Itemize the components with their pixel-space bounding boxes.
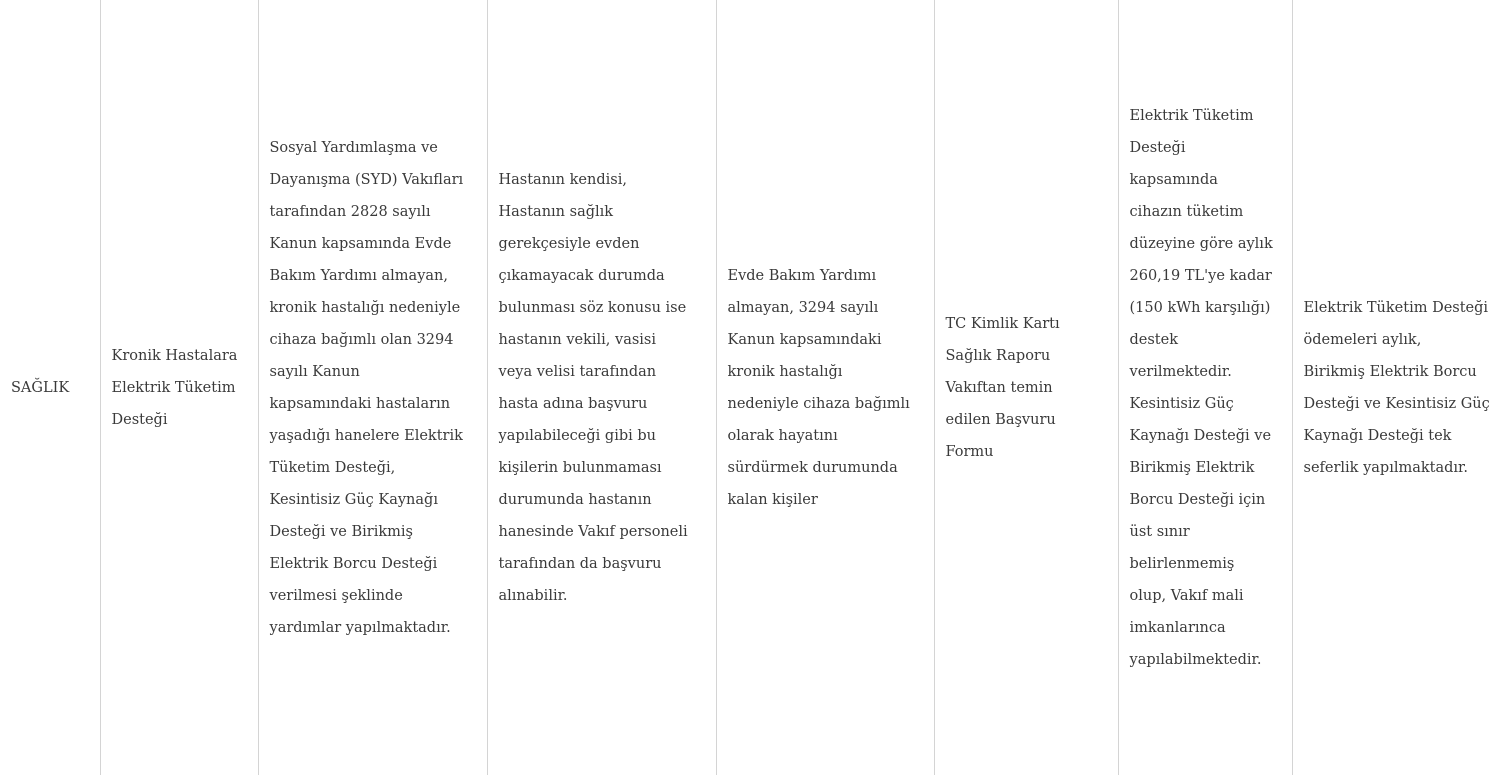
cell-text-line: kişilerin bulunmaması xyxy=(498,459,662,476)
cell-text-line: verilmesi şeklinde xyxy=(269,587,403,604)
cell-text-line: Desteği ve Birikmiş xyxy=(269,523,413,540)
cell-text-line: Hastanın sağlık xyxy=(498,203,614,220)
cell-text-line: Birikmiş Elektrik xyxy=(1129,459,1255,476)
cell-text-line: destek xyxy=(1129,331,1178,348)
payment-frequency-cell xyxy=(1292,0,1500,775)
cell-text-line: Kaynağı Desteği ve xyxy=(1129,427,1272,444)
cell-text-line: hanesinde Vakıf personeli xyxy=(498,523,688,540)
cell-text-line: Elektrik Tüketim xyxy=(111,379,236,396)
cell-text-line: Kesintisiz Güç Kaynağı xyxy=(269,491,438,508)
cell-text-line: kronik hastalığı nedeniyle xyxy=(269,299,461,316)
cell-text-line: Kronik Hastalara xyxy=(111,347,238,364)
cell-text-line: Bakım Yardımı almayan, xyxy=(269,267,448,284)
cell-text-line: olarak hayatını xyxy=(727,427,838,444)
cell-text-line: cihaza bağımlı olan 3294 xyxy=(269,331,454,348)
required-documents-cell xyxy=(934,0,1118,775)
cell-text-line: Desteği xyxy=(1129,139,1186,156)
cell-text-line: Dayanışma (SYD) Vakıfları xyxy=(269,171,464,188)
cell-text-line: düzeyine göre aylık xyxy=(1129,235,1273,252)
cell-text-line: Kesintisiz Güç xyxy=(1129,395,1234,412)
cell-text-line: Sağlık Raporu xyxy=(945,347,1051,364)
cell-text-line: tarafından da başvuru xyxy=(498,555,662,572)
cell-text-line: Kanun kapsamındaki xyxy=(727,331,882,348)
cell-text-line: Evde Bakım Yardımı xyxy=(727,267,877,284)
cell-text-line: veya velisi tarafından xyxy=(498,363,657,380)
cell-text-line: Kaynağı Desteği tek xyxy=(1303,427,1452,444)
cell-text-line: 260,19 TL'ye kadar xyxy=(1129,267,1272,284)
support-amount-cell xyxy=(1118,0,1292,775)
cell-text-line: SAĞLIK xyxy=(11,379,70,396)
cell-text-line: üst sınır xyxy=(1129,523,1190,540)
cell-text-line: yardımlar yapılmaktadır. xyxy=(269,619,451,636)
cell-text-line: yapılabilmektedir. xyxy=(1129,651,1262,668)
cell-text-line: hasta adına başvuru xyxy=(498,395,648,412)
cell-text-line: Desteği ve Kesintisiz Güç xyxy=(1303,395,1490,412)
cell-text-line: kronik hastalığı xyxy=(727,363,843,380)
cell-text-line: TC Kimlik Kartı xyxy=(945,315,1060,332)
cell-text-line: tarafından 2828 sayılı xyxy=(269,203,431,220)
program-name-cell xyxy=(100,0,258,775)
category-cell xyxy=(0,0,100,775)
target-group-cell xyxy=(716,0,934,775)
cell-text-line: gerekçesiyle evden xyxy=(498,235,640,252)
cell-text-line: durumunda hastanın xyxy=(498,491,652,508)
cell-text-line: almayan, 3294 sayılı xyxy=(727,299,879,316)
cell-text-line: kapsamındaki hastaların xyxy=(269,395,451,412)
cell-text-line: hastanın vekili, vasisi xyxy=(498,331,657,348)
cell-text-line: çıkamayacak durumda xyxy=(498,267,665,284)
cell-text-line: cihazın tüketim xyxy=(1129,203,1244,220)
cell-text-line: sürdürmek durumunda xyxy=(727,459,898,476)
cell-text-line: edilen Başvuru xyxy=(945,411,1056,428)
cell-text-line: kalan kişiler xyxy=(727,491,818,508)
cell-text-line: Desteği xyxy=(111,411,168,428)
cell-text-line: Borcu Desteği için xyxy=(1129,491,1266,508)
cell-text-line: olup, Vakıf mali xyxy=(1129,587,1244,604)
cell-text-line: belirlenmemiş xyxy=(1129,555,1235,572)
cell-text-line: Vakıftan temin xyxy=(945,379,1053,396)
cell-text-line: Birikmiş Elektrik Borcu xyxy=(1303,363,1477,380)
cell-text-line: verilmektedir. xyxy=(1129,363,1232,380)
cell-text-line: ödemeleri aylık, xyxy=(1303,331,1422,348)
cell-text-line: bulunması söz konusu ise xyxy=(498,299,687,316)
cell-text-line: seferlik yapılmaktadır. xyxy=(1303,459,1468,476)
cell-text-line: yaşadığı hanelere Elektrik xyxy=(269,427,463,444)
program-description-cell xyxy=(258,0,487,775)
cell-text-line: Elektrik Borcu Desteği xyxy=(269,555,438,572)
cell-text-line: Kanun kapsamında Evde xyxy=(269,235,452,252)
applicant-cell xyxy=(487,0,716,775)
cell-text-line: Tüketim Desteği, xyxy=(269,459,396,476)
cell-text-line: Sosyal Yardımlaşma ve xyxy=(269,139,438,156)
cell-text-line: nedeniyle cihaza bağımlı xyxy=(727,395,910,412)
cell-text-line: alınabilir. xyxy=(498,587,568,604)
cell-text-line: sayılı Kanun xyxy=(269,363,360,380)
cell-text-line: Hastanın kendisi, xyxy=(498,171,627,188)
cell-text-line: (150 kWh karşılığı) xyxy=(1129,299,1271,316)
cell-text-line: Formu xyxy=(945,443,994,460)
cell-text-line: kapsamında xyxy=(1129,171,1218,188)
cell-text-line: Elektrik Tüketim Desteği xyxy=(1303,299,1489,316)
cell-text-line: Elektrik Tüketim xyxy=(1129,107,1254,124)
cell-text-line: imkanlarınca xyxy=(1129,619,1226,636)
cell-text-line: yapılabileceği gibi bu xyxy=(498,427,656,444)
